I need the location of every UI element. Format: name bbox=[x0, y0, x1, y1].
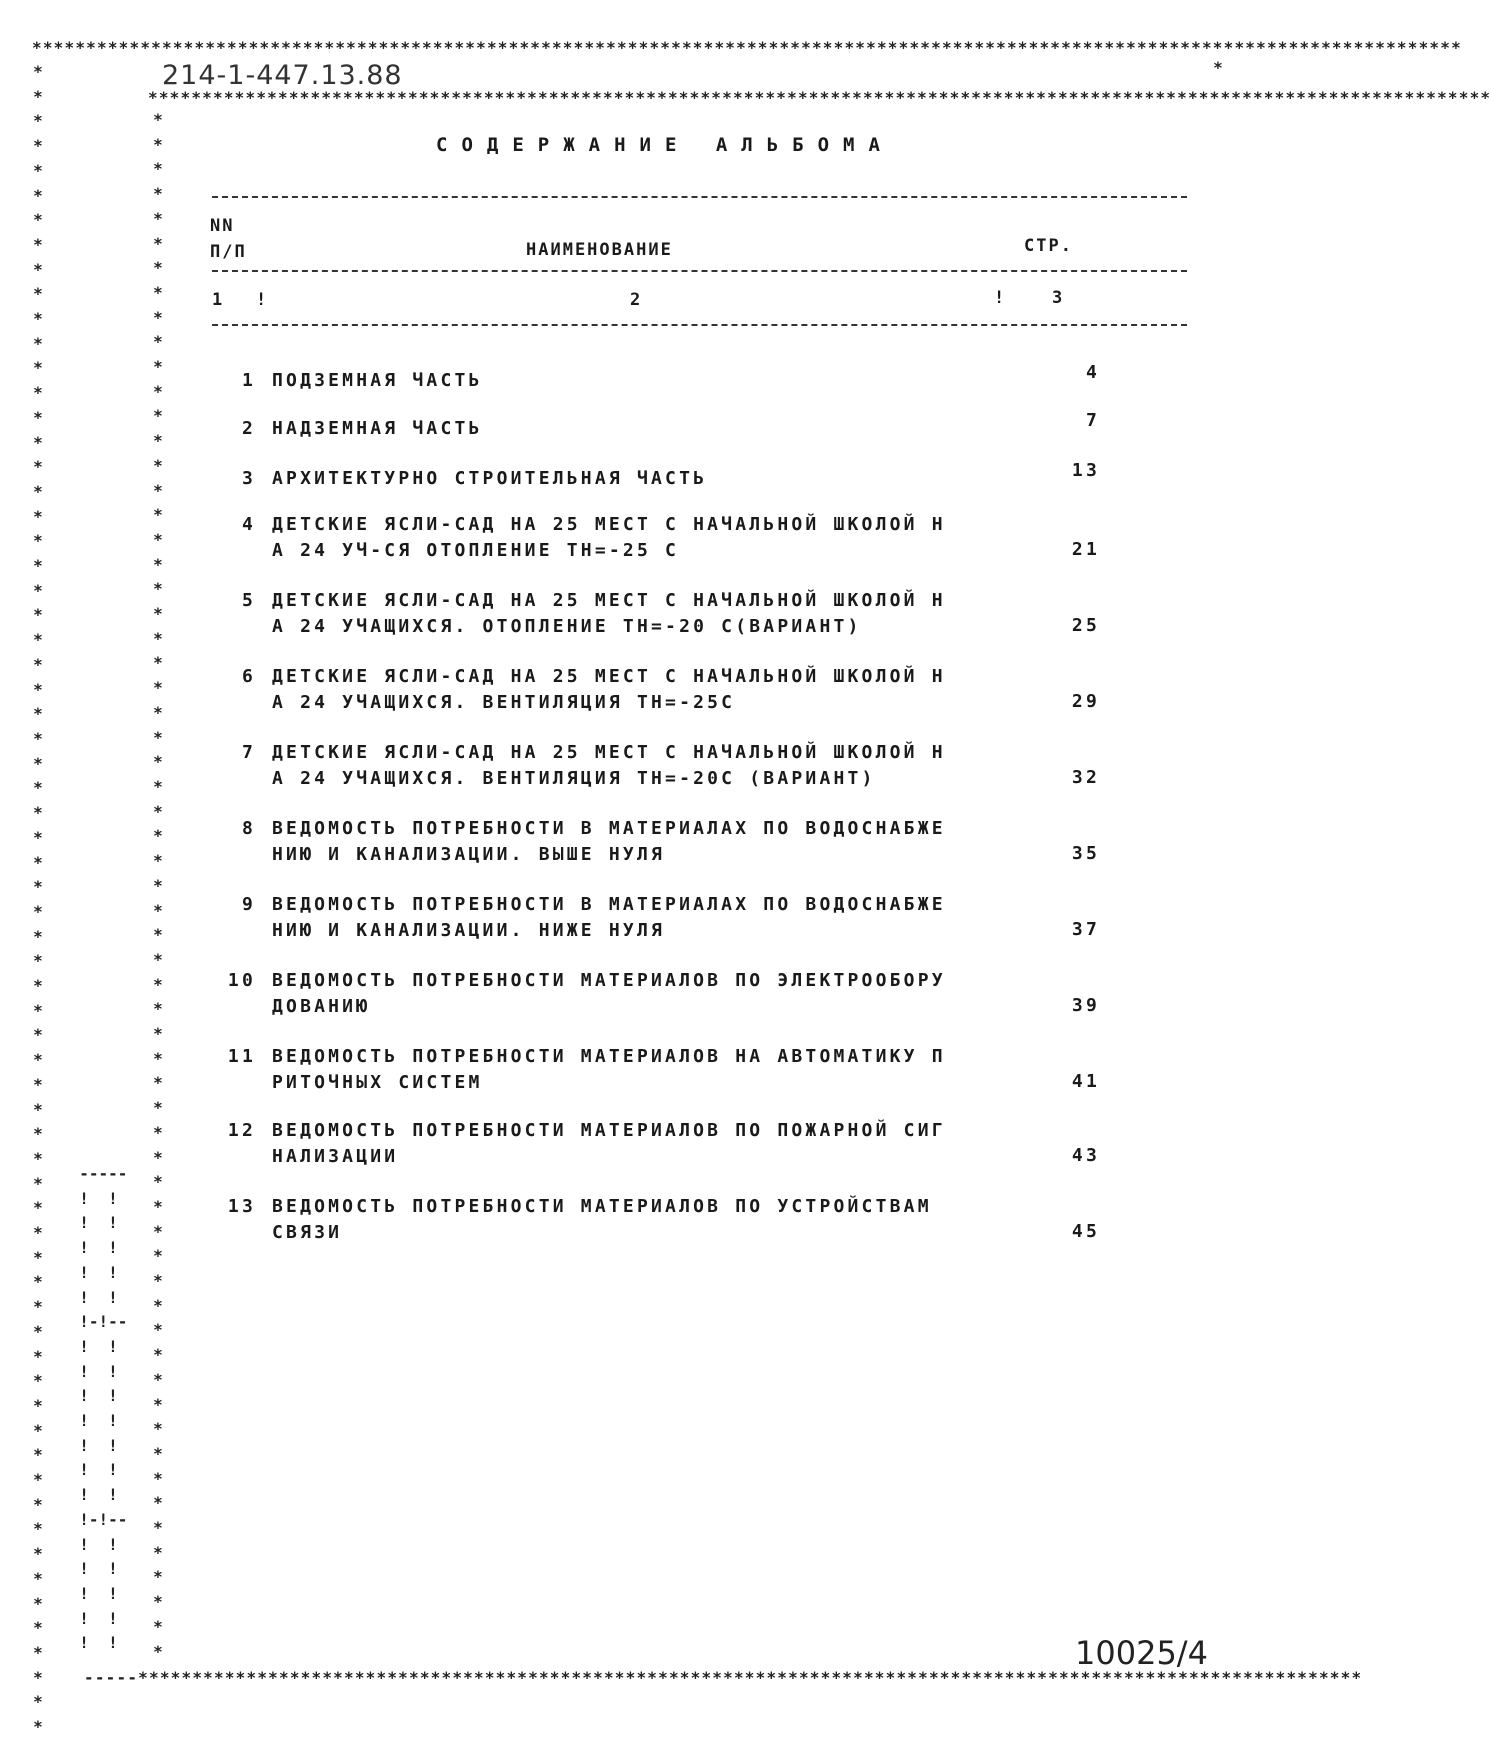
entry-page: 45 bbox=[1071, 1221, 1100, 1242]
entry-title: ДЕТСКИЕ ЯСЛИ-САД НА 25 МЕСТ С НАЧАЛЬНОЙ ШКОЛОЙ Н А 24 УЧАЩИХСЯ. ВЕНТИЛЯЦИЯ ТН=-20С (ВАРИАНТ) bbox=[272, 742, 946, 789]
entry-number: 8 bbox=[241, 818, 256, 839]
entry-title: ВЕДОМОСТЬ ПОТРЕБНОСТИ МАТЕРИАЛОВ НА АВТОМАТИКУ П РИТОЧНЫХ СИСТЕМ bbox=[272, 1046, 946, 1093]
entry-page: 7 bbox=[1085, 410, 1100, 431]
entry-number: 5 bbox=[241, 590, 256, 611]
entry-number: 13 bbox=[227, 1196, 256, 1217]
entry-number: 3 bbox=[241, 468, 256, 489]
entry-number: 9 bbox=[241, 894, 256, 915]
header-col3: 3 bbox=[1052, 288, 1065, 308]
sheet-number: 10025/4 bbox=[1075, 1634, 1208, 1672]
entry-number: 7 bbox=[241, 742, 256, 763]
entry-page: 43 bbox=[1071, 1145, 1100, 1166]
binding-stub: ----- ! ! ! ! ! ! ! ! ! ! !-!-- ! ! ! ! ! ! ! ! ! ! ! ! ! ! !-!-- ! ! ! ! ! ! ! ! ! ! bbox=[79, 1164, 128, 1653]
entry-number: 11 bbox=[227, 1046, 256, 1067]
entry-page: 4 bbox=[1085, 362, 1100, 383]
header-sep2: ! bbox=[994, 288, 1007, 308]
entry-title: ВЕДОМОСТЬ ПОТРЕБНОСТИ МАТЕРИАЛОВ ПО ПОЖАРНОЙ СИГ НАЛИЗАЦИИ bbox=[272, 1120, 946, 1167]
entry-title: ВЕДОМОСТЬ ПОТРЕБНОСТИ МАТЕРИАЛОВ ПО ЭЛЕКТРООБОРУ ДОВАНИЮ bbox=[272, 970, 946, 1017]
header-sep1: ! bbox=[256, 290, 269, 310]
entry-title: ПОДЗЕМНАЯ ЧАСТЬ bbox=[272, 370, 483, 391]
entry-number: 6 bbox=[241, 666, 256, 687]
entry-number: 1 bbox=[241, 370, 256, 391]
top-star-border: ************************************************************************************************************************************ bbox=[32, 38, 1462, 57]
entry-title: АРХИТЕКТУРНО СТРОИТЕЛЬНАЯ ЧАСТЬ bbox=[272, 468, 708, 489]
outer-left-star-border: * * * * * * * * * * * * * * * * * * * * * * * * * * * * * * * * * * * * * * * * * * * * * * * * * * * * * * * * * * * * * * * * * * * * bbox=[33, 62, 43, 1737]
entry-title: ДЕТСКИЕ ЯСЛИ-САД НА 25 МЕСТ С НАЧАЛЬНОЙ ШКОЛОЙ Н А 24 УЧАЩИХСЯ. ОТОПЛЕНИЕ ТН=-20 С(ВАРИАНТ) bbox=[272, 590, 946, 637]
entry-page: 32 bbox=[1071, 767, 1100, 788]
header-mid-rule bbox=[212, 270, 1187, 272]
entry-number: 2 bbox=[241, 418, 256, 439]
entry-title: ВЕДОМОСТЬ ПОТРЕБНОСТИ МАТЕРИАЛОВ ПО УСТРОЙСТВАМ СВЯЗИ bbox=[272, 1196, 932, 1243]
entry-page: 41 bbox=[1071, 1071, 1100, 1092]
entry-title: ДЕТСКИЕ ЯСЛИ-САД НА 25 МЕСТ С НАЧАЛЬНОЙ ШКОЛОЙ Н А 24 УЧ-СЯ ОТОПЛЕНИЕ ТН=-25 С bbox=[272, 514, 946, 561]
entry-page: 37 bbox=[1071, 919, 1100, 940]
header-col1: 1 bbox=[212, 290, 225, 310]
entry-page: 35 bbox=[1071, 843, 1100, 864]
inner-left-star-border: * * * * * * * * * * * * * * * * * * * * * * * * * * * * * * * * * * * * * * * * * * * * * * * * * * * * * * * * * * * * * * * bbox=[153, 110, 163, 1661]
entry-page: 39 bbox=[1071, 995, 1100, 1016]
entry-page: 29 bbox=[1071, 691, 1100, 712]
entry-page: 13 bbox=[1071, 460, 1100, 481]
page-title: СОДЕРЖАНИЕ АЛЬБОМА bbox=[436, 134, 894, 156]
entry-title: ВЕДОМОСТЬ ПОТРЕБНОСТИ В МАТЕРИАЛАХ ПО ВОДОСНАБЖЕ НИЮ И КАНАЛИЗАЦИИ. НИЖЕ НУЛЯ bbox=[272, 894, 946, 941]
header-num-line1: NN bbox=[210, 216, 235, 236]
header-page: СТР. bbox=[1024, 236, 1073, 256]
document-code: 214-1-447.13.88 bbox=[162, 60, 403, 91]
header-top-rule bbox=[212, 196, 1187, 198]
entry-title: ДЕТСКИЕ ЯСЛИ-САД НА 25 МЕСТ С НАЧАЛЬНОЙ ШКОЛОЙ Н А 24 УЧАЩИХСЯ. ВЕНТИЛЯЦИЯ ТН=-25С bbox=[272, 666, 946, 713]
right-star-border: * bbox=[1213, 58, 1223, 77]
entry-page: 25 bbox=[1071, 615, 1100, 636]
header-bottom-rule bbox=[212, 324, 1187, 326]
entry-page: 21 bbox=[1071, 539, 1100, 560]
header-star-border: **************************************************************************************************************************** bbox=[148, 88, 1491, 107]
header-num-line2: П/П bbox=[210, 242, 247, 262]
entry-number: 10 bbox=[227, 970, 256, 991]
entry-title: ВЕДОМОСТЬ ПОТРЕБНОСТИ В МАТЕРИАЛАХ ПО ВОДОСНАБЖЕ НИЮ И КАНАЛИЗАЦИИ. ВЫШЕ НУЛЯ bbox=[272, 818, 946, 865]
entry-title: НАДЗЕМНАЯ ЧАСТЬ bbox=[272, 418, 483, 439]
header-name: НАИМЕНОВАНИЕ bbox=[526, 240, 673, 260]
entry-number: 4 bbox=[241, 514, 256, 535]
bottom-star-border: -----***************************************************************************************************************** bbox=[84, 1668, 1363, 1687]
entry-number: 12 bbox=[227, 1120, 256, 1141]
header-col2: 2 bbox=[630, 290, 643, 310]
